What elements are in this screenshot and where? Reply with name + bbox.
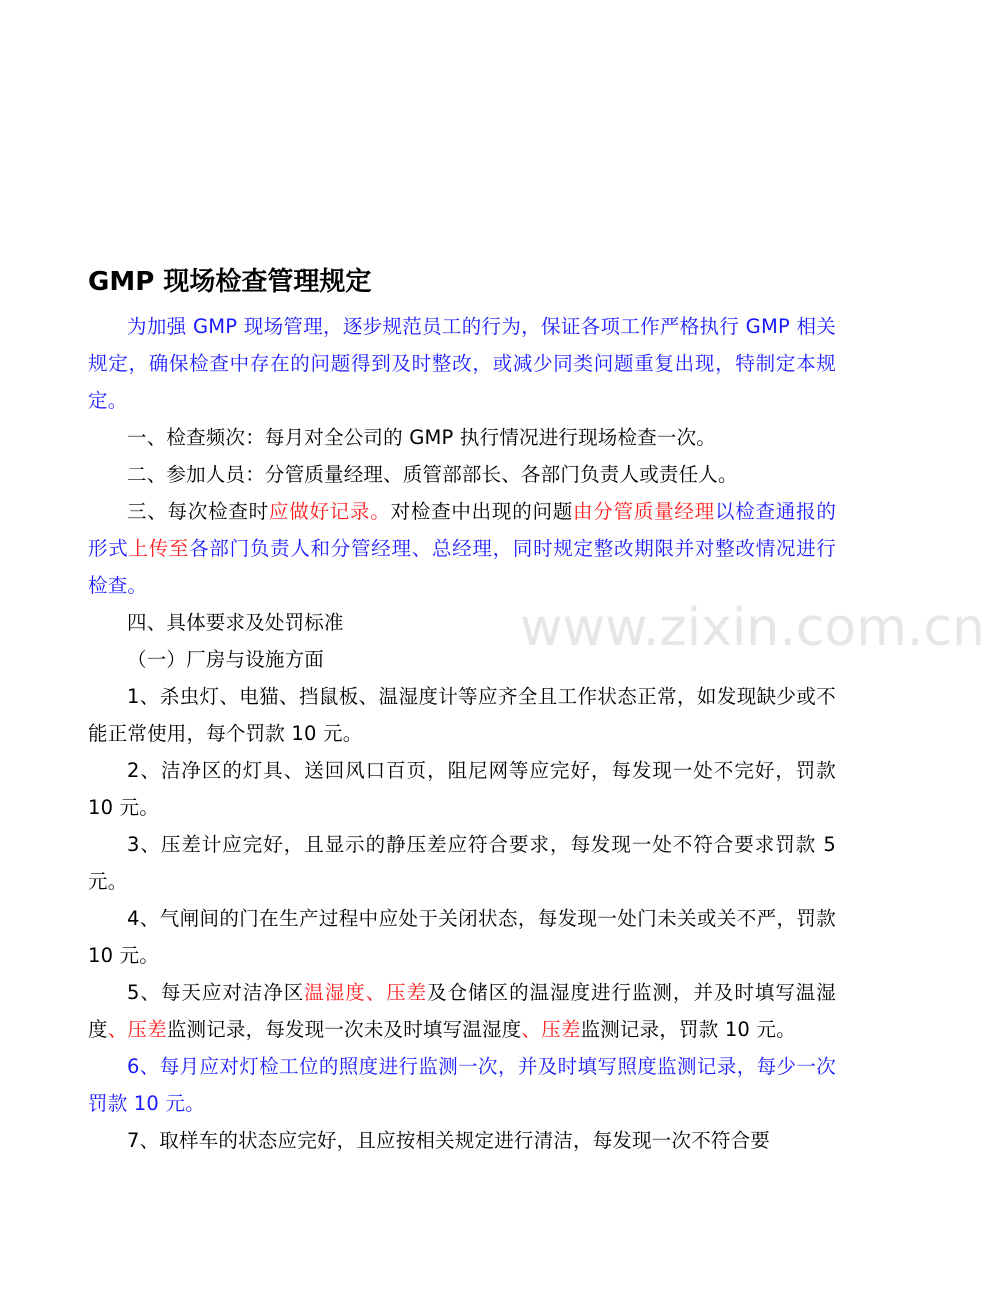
subsection-1-heading: （一）厂房与设施方面 — [127, 648, 325, 671]
document-page — [88, 262, 836, 1159]
section-4-heading: 四、具体要求及处罚标准 — [127, 611, 344, 634]
watermark: www.zixin.com.cn — [520, 598, 985, 658]
section-1-frequency: 一、检查频次：每月对全公司的 GMP 执行情况进行现场检查一次。 — [127, 426, 716, 449]
section-3-text-b: 对检查中出现的问题 — [390, 500, 574, 523]
item-5-highlight-b: 、压差 — [107, 1018, 167, 1041]
section-3-text-a: 三、每次检查时 — [127, 500, 269, 523]
item-5-text-b: 及仓储区的温湿度进行监测，并及时填写温湿度 — [88, 981, 836, 1041]
item-2: 2、洁净区的灯具、送回风口百页，阻尼网等应完好，每发现一处不完好，罚款 10 元。 — [88, 759, 836, 819]
section-3-records — [88, 493, 836, 604]
item-3: 3、压差计应完好，且显示的静压差应符合要求，每发现一处不符合要求罚款 5 元。 — [88, 833, 836, 893]
section-3-highlight-manager: 由分管质量经理 — [573, 500, 715, 523]
item-5-highlight-c: 、压差 — [521, 1018, 581, 1041]
item-7: 7、取样车的状态应完好，且应按相关规定进行清洁，每发现一次不符合要 — [127, 1129, 771, 1152]
section-3-text-d: 各部门负责人和分管经理、总经理，同时规定整改期限并对整改情况进行检查。 — [88, 537, 837, 597]
item-6: 6、每月应对灯检工位的照度进行监测一次，并及时填写照度监测记录，每少一次罚款 10 元。 — [88, 1055, 836, 1115]
item-5-text-a: 5、每天应对洁净区 — [127, 981, 305, 1004]
item-5 — [88, 974, 836, 1048]
intro-paragraph: 为加强 GMP 现场管理，逐步规范员工的行为，保证各项工作严格执行 GMP 相关规定，确保检查中存在的问题得到及时整改，或减少同类问题重复出现，特制定本规定。 — [88, 315, 836, 412]
item-1: 1、杀虫灯、电猫、挡鼠板、温湿度计等应齐全且工作状态正常，如发现缺少或不能正常使用，每个罚款 10 元。 — [88, 685, 836, 745]
item-5-text-d: 监测记录，罚款 10 元。 — [580, 1018, 796, 1041]
document-title: GMP 现场检查管理规定 — [88, 267, 372, 297]
item-4: 4、气闸间的门在生产过程中应处于关闭状态，每发现一处门未关或关不严，罚款 10 元。 — [88, 907, 836, 967]
section-3-highlight-upload: 上传至 — [128, 537, 190, 560]
item-5-text-c: 监测记录，每发现一次未及时填写温湿度 — [166, 1018, 522, 1041]
section-3-highlight-record: 应做好记录。 — [268, 500, 391, 523]
section-2-participants: 二、参加人员：分管质量经理、质管部部长、各部门负责人或责任人。 — [127, 463, 738, 486]
item-5-highlight-a: 温湿度、压差 — [304, 981, 428, 1004]
section-3-text-c: 以检查通报的形式 — [88, 500, 837, 560]
